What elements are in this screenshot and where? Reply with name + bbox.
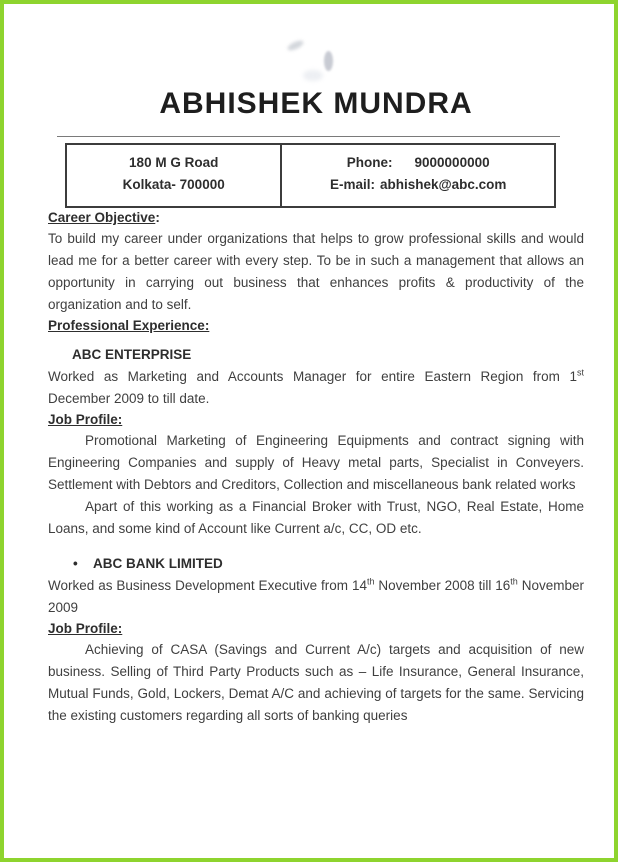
- ordinal-superscript: th: [510, 576, 518, 587]
- company-name-bank-line: [48, 553, 584, 575]
- address-line-2: Kolkata- 700000: [122, 177, 225, 192]
- career-objective-paragraph: To build my career under organizations that helps to grow professional skills and would lead me for a better career with every step. To be in such a management that allows an opportunity in carrying out business that enhances profits & productivity of the organization and to self.: [48, 231, 584, 312]
- email-label: E-mail:: [329, 177, 375, 192]
- job-profile-1-heading-text: Job Profile:: [48, 412, 123, 427]
- job-profile-1-paragraph-1: Promotional Marketing of Engineering Equipments and contract signing with Engineering Companies and supply of Heavy metal parts, Specialist in Conveyers. Settlement with Debtors and Creditors, Collection and miscellaneous bank related works: [48, 433, 584, 492]
- job-profile-2-heading: [48, 619, 584, 639]
- company-name-bank: ABC BANK LIMITED: [93, 556, 223, 571]
- ordinal-superscript: st: [576, 367, 584, 378]
- phone-value: 9000000000: [414, 155, 490, 170]
- contact-info-table: [65, 143, 556, 208]
- job-profile-1-paragraph-2: Apart of this working as a Financial Broker with Trust, NGO, Real Estate, Home Loans, and some kind of Account like Current a/c, CC, OD etc.: [48, 499, 584, 536]
- email-line: [286, 174, 550, 196]
- professional-experience-heading: [48, 316, 584, 336]
- address-line-1: 180 M G Road: [129, 155, 219, 170]
- enterprise-role-paragraph: [48, 366, 584, 410]
- faint-ink-smudge-icon: [303, 70, 323, 81]
- job-profile-1-heading: [48, 410, 584, 430]
- bank-role-text: November 2008 till 16: [374, 578, 511, 593]
- contact-row: [66, 144, 555, 207]
- bank-role-text: November 2009: [48, 578, 584, 615]
- address-cell: [66, 144, 281, 207]
- career-objective-heading-text: Career Objective: [48, 210, 156, 225]
- enterprise-role-text: December 2009 to till date.: [48, 391, 210, 406]
- company-name-enterprise: ABC ENTERPRISE: [72, 347, 192, 362]
- job-profile-2-heading-text: Job Profile:: [48, 621, 123, 636]
- bank-role-text: Worked as Business Development Executive from 14: [48, 578, 367, 593]
- job-profile-2-paragraph: Achieving of CASA (Savings and Current A/c) targets and acquisition of new business. Selling of Third Party Products such as – Life Insurance, General Insurance, Mutual Funds, Gold, Lockers, Demat A/C and achieving of targets for the same. Servicing the existing customers regarding all sorts of banking queries: [48, 642, 584, 723]
- bank-role-paragraph: [48, 575, 584, 619]
- email-value: abhishek@abc.com: [379, 177, 507, 192]
- resume-content: [4, 86, 614, 727]
- faint-ink-smudge-icon: [286, 39, 304, 53]
- enterprise-role-text: Worked as Marketing and Accounts Manager for entire Eastern Region from 1: [48, 369, 577, 384]
- phone-label: Phone:: [346, 155, 393, 170]
- header-divider-line: [57, 136, 560, 137]
- career-objective-heading: [48, 208, 584, 228]
- faint-ink-smudge-icon: [324, 51, 333, 71]
- phone-line: [286, 152, 550, 174]
- phone-email-cell: [281, 144, 555, 207]
- ordinal-superscript: th: [366, 576, 375, 587]
- candidate-name: ABHISHEK MUNDRA: [159, 87, 473, 120]
- bullet-icon: •: [73, 556, 78, 571]
- professional-experience-heading-text: Professional Experience:: [48, 318, 210, 333]
- career-objective-heading-colon: :: [155, 210, 160, 225]
